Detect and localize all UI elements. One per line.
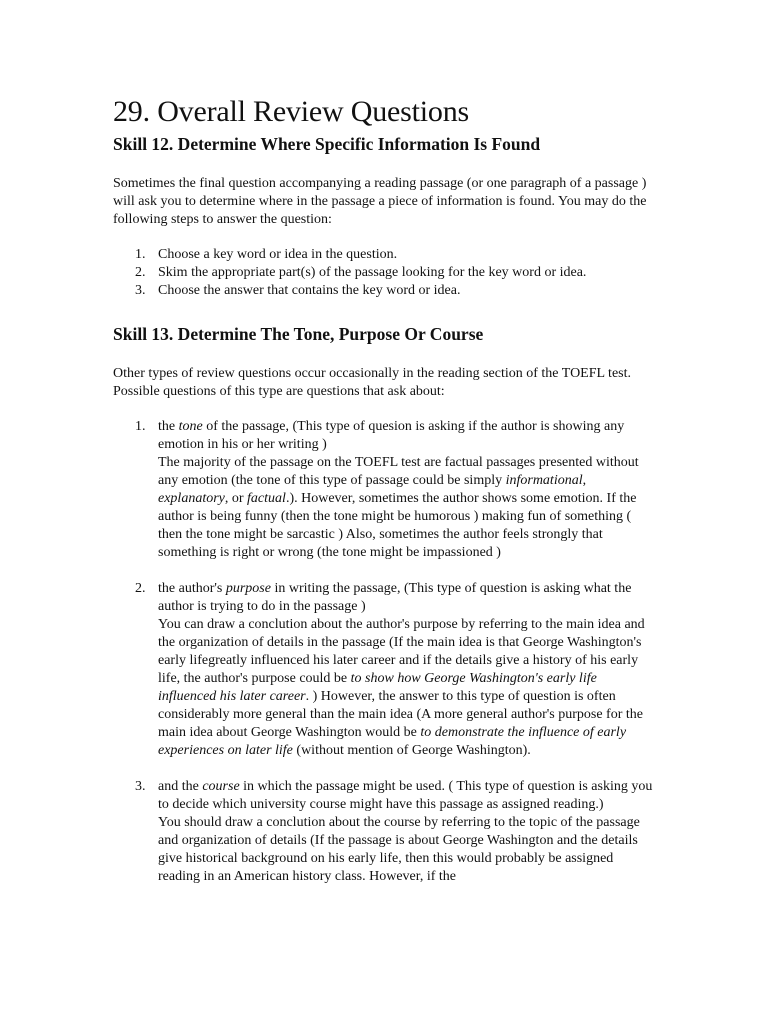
emphasis-text: to show how George Washington's early life influenced his later career — [158, 671, 597, 704]
emphasis-text: to demonstrate the influence of early experiences on later life — [158, 725, 627, 758]
emphasis-text: factual — [247, 491, 286, 506]
emphasis-text: purpose — [225, 581, 271, 596]
text-run: The majority of the passage on the TOEFL test are factual passages presented without any emotion (the tone of this type of passage could be simply — [158, 455, 639, 488]
text-run: , or — [224, 491, 248, 506]
text-run: , — [582, 473, 587, 488]
list-number: 1. — [135, 419, 146, 434]
skill-12-heading: Skill 12. Determine Where Specific Information Is Found — [113, 134, 541, 154]
emphasis-text: informational — [505, 473, 583, 488]
list-number: 3. — [135, 283, 146, 298]
list-item-course — [113, 778, 653, 886]
document-page — [113, 92, 653, 904]
skill-12-intro: Sometimes the final question accompanying a reading passage (or one paragraph of a passage ) will ask you to determine where in the passage a piece of information is found. You may do the following steps to answer the question: — [113, 176, 647, 227]
list-item-text: Choose a key word or idea in the question. — [158, 247, 398, 262]
text-run: in writing the passage, (This type of question is asking what the author is trying to do in the passage ) — [158, 581, 632, 614]
skill-12-steps-list — [113, 246, 653, 300]
skill-13-heading: Skill 13. Determine The Tone, Purpose Or Course — [113, 324, 484, 344]
text-run: (without mention of George Washington). — [292, 743, 531, 758]
list-item-text: Skim the appropriate part(s) of the passage looking for the key word or idea. — [158, 265, 587, 280]
list-item-text: Choose the answer that contains the key word or idea. — [158, 283, 461, 298]
list-number: 3. — [135, 779, 146, 794]
text-run: .). However, sometimes the author shows some emotion. If the author is being funny (then the tone might be humorous ) making fun of something ( then the tone might be sarcastic ) Also, sometimes the author feels strongly that something is right or wrong (the tone might be impassioned ) — [158, 491, 637, 560]
text-run: in which the passage might be used. ( This type of question is asking you to decide which university course might have this passage as assigned reading.) — [158, 779, 653, 812]
text-run: and the — [158, 779, 203, 794]
list-number: 2. — [135, 581, 146, 596]
list-number: 1. — [135, 247, 146, 262]
list-number: 2. — [135, 265, 146, 280]
skill-13-intro: Other types of review questions occur occasionally in the reading section of the TOEFL test. Possible questions of this type are questions that ask about: — [113, 366, 631, 399]
emphasis-text: tone — [178, 419, 203, 434]
text-run: You can draw a conclution about the author's purpose by referring to the main idea and the organization of details in the passage (If the main idea is that George Washington's early lifegreatly influenced his later career and if the details give a history of his early life, the author's purpose could be — [158, 617, 645, 686]
list-item — [113, 246, 653, 264]
text-run: of the passage, (This type of quesion is asking if the author is showing any emotion in his or her writing ) — [158, 419, 625, 452]
page-title: 29. Overall Review Questions — [113, 95, 469, 128]
emphasis-text: explanatory — [158, 491, 225, 506]
list-item — [113, 282, 653, 300]
skill-13-review-list — [113, 418, 653, 886]
text-run: the author's — [158, 581, 226, 596]
text-run: You should draw a conclution about the course by referring to the topic of the passage and organization of details (If the passage is about George Washington and the details give historical background on his early life, then this would probably be assigned reading in an American history class. However, if the — [158, 815, 640, 884]
text-run: the — [158, 419, 179, 434]
list-item-tone — [113, 418, 653, 562]
emphasis-text: course — [202, 779, 240, 794]
list-item — [113, 264, 653, 282]
list-item-purpose — [113, 580, 653, 760]
text-run: . ) However, the answer to this type of question is often considerably more general than the main idea (A more general author's purpose for the main idea about George Washington would be — [158, 689, 643, 740]
